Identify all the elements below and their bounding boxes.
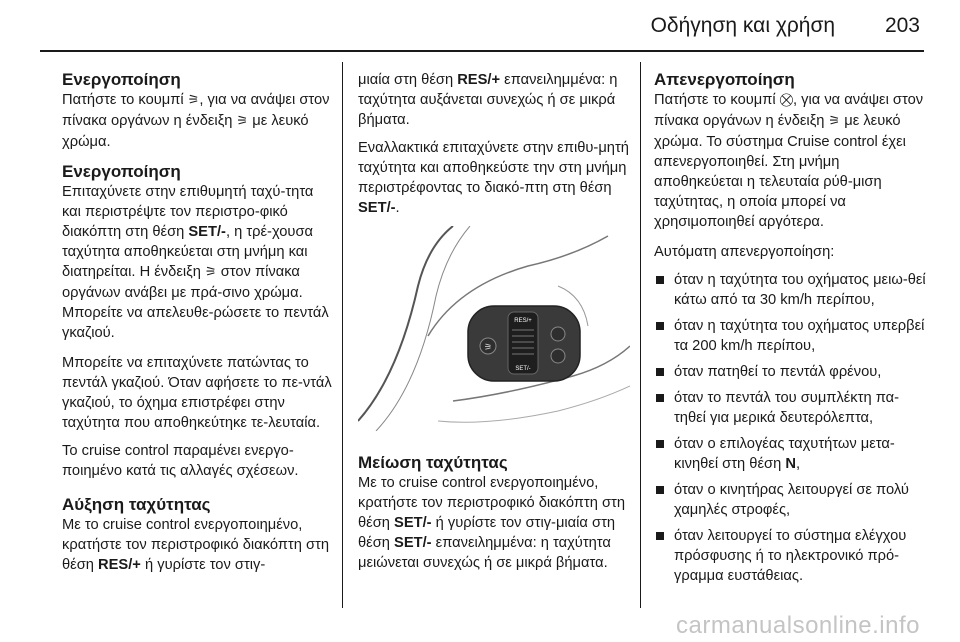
cancel-button xyxy=(551,327,565,341)
paragraph: Εναλλακτικά επιταχύνετε στην επιθυ-μητή ταχύτητα και αποθηκεύστε την στη μνήμη περιστρέφοντας το διακό-πτη στη θέση SET/-. xyxy=(358,140,629,216)
section-heading: Αύξηση ταχύτητας xyxy=(62,495,211,514)
column-3 xyxy=(654,70,926,592)
section-deactivation xyxy=(654,70,926,232)
section-title: Οδήγηση και χρήση xyxy=(650,14,836,37)
steering-wheel-illustration xyxy=(358,226,630,431)
res-label: RES/+ xyxy=(514,318,532,324)
column-2 xyxy=(358,70,630,583)
paragraph: Μπορείτε να επιταχύνετε πατώντας το πεντάλ γκαζιού. Όταν αφήσετε το πε-ντάλ γκαζιού, το όχημα επιστρέφει στην ταχύτητα που αποθηκεύτηκε τε-λευταία. xyxy=(62,355,332,431)
paragraph: Πατήστε το κουμπί ⛒, για να ανάψει στον πίνακα οργάνων η ένδειξη ⚞ με λευκό χρώμα. Το σύστημα Cruise control έχει απενεργοποιηθεί. Στη μνήμη αποθηκεύεται η τελευταία ρύθ-μιση ταχύτητας, η οποία μπορεί να χρησιμοποιηθεί αργότερα. xyxy=(654,92,924,230)
paragraph: Αυτόματη απενεργοποίηση: xyxy=(654,244,835,260)
list-item: όταν πατηθεί το πεντάλ φρένου, xyxy=(654,362,926,382)
list-item: όταν λειτουργεί το σύστημα ελέγχου πρόσφυσης ή το ηλεκτρονικό πρό-γραμμα ευστάθειας. xyxy=(654,526,926,586)
list-item: όταν ο επιλογέας ταχυτήτων μετα-κινηθεί στη θέση N, xyxy=(654,434,926,474)
column-1 xyxy=(62,70,332,585)
paragraph: Με το cruise control ενεργοποιημένο, κρατήστε τον περιστροφικό διακόπτη στη θέση RES/+ ή γυρίστε τον στιγ- xyxy=(62,517,330,573)
cruise-control-icon: ⚞ xyxy=(483,343,493,353)
list-item: όταν η ταχύτητα του οχήματος υπερβεί τα 200 km/h περίπου, xyxy=(654,316,926,356)
set-label: SET/- xyxy=(515,366,531,372)
list-item: όταν ο κινητήρας λειτουργεί σε πολύ χαμηλές στροφές, xyxy=(654,480,926,520)
header-rule xyxy=(40,50,924,52)
cruise-off-icon: ⛒ xyxy=(779,93,793,108)
paragraph: Πατήστε το κουμπί ⚞, για να ανάψει στον πίνακα οργάνων η ένδειξη ⚞ με λευκό χρώμα. xyxy=(62,92,330,150)
list-item: όταν η ταχύτητα του οχήματος μειω-θεί κάτω από τα 30 km/h περίπου, xyxy=(654,270,926,310)
watermark: carmanualsonline.info xyxy=(676,612,920,639)
section-heading: Μείωση ταχύτητας xyxy=(358,453,508,472)
limiter-button xyxy=(551,349,565,363)
cruise-control-icon: ⚞ xyxy=(828,114,841,129)
list-item: όταν το πεντάλ του συμπλέκτη πα-τηθεί για μερικά δευτερόλεπτα, xyxy=(654,388,926,428)
paragraph: Με το cruise control ενεργοποιημένο, κρατήστε τον περιστροφικό διακόπτη στη θέση SET/- ή γυρίστε τον στιγ-μιαία στη θέση SET/- επανειλημμένα: η ταχύτητα μειώνεται συνεχώς ή σε μικρά βήματα. xyxy=(358,475,626,571)
section-speed-increase xyxy=(62,495,332,575)
cruise-control-icon: ⚞ xyxy=(187,93,200,108)
section-heading: Απενεργοποίηση xyxy=(654,70,795,89)
section-heading: Ενεργοποίηση xyxy=(62,70,181,89)
section-activation-2 xyxy=(62,162,332,343)
paragraph: Το cruise control παραμένει ενεργο-ποιημένο κατά τις αλλαγές σχέσεων. xyxy=(62,443,299,479)
section-speed-decrease xyxy=(358,453,630,573)
paragraph: Επιταχύνετε στην επιθυμητή ταχύ-τητα και περιστρέψτε τον περιστρο-φικό διακόπτη στη θέση SET/-, η τρέ-χουσα ταχύτητα αποθηκεύεται στη μνήμη και διατηρείται. Η ένδειξη ⚞ στον πίνακα οργάνων ανάβει με πρά-σινο χρώμα. Μπορείτε να απελευθε-ρώσετε το πεντάλ γκαζιού. xyxy=(62,184,329,341)
auto-deactivation-list xyxy=(654,270,926,586)
column-divider xyxy=(640,62,641,608)
column-divider xyxy=(342,62,343,608)
section-heading: Ενεργοποίηση xyxy=(62,162,181,181)
page-number: 203 xyxy=(884,14,920,37)
section-activation xyxy=(62,70,332,152)
paragraph: μιαία στη θέση RES/+ επανειλημμένα: η ταχύτητα αυξάνεται συνεχώς ή σε μικρά βήματα. xyxy=(358,72,618,128)
cruise-control-icon: ⚞ xyxy=(204,265,217,280)
page-header xyxy=(651,14,920,38)
cruise-control-icon: ⚞ xyxy=(236,114,249,129)
